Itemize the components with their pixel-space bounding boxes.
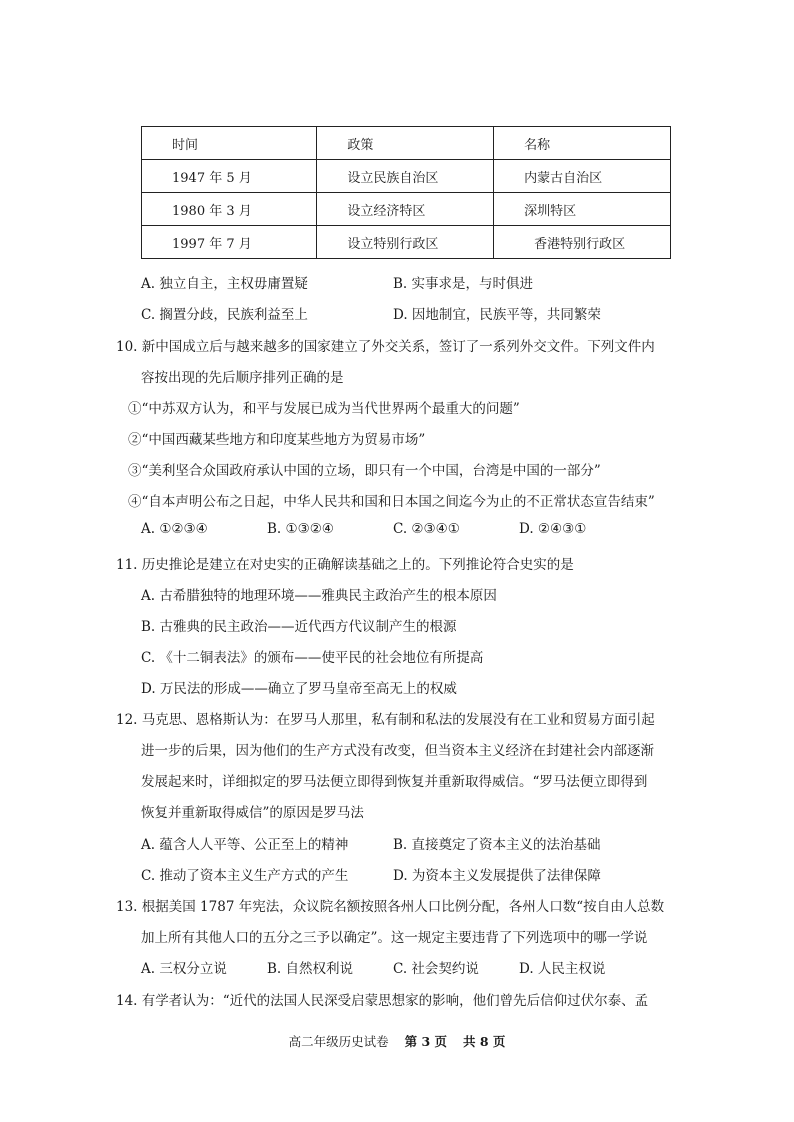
header-cell-policy: 政策 [317, 127, 494, 160]
header-cell-time: 时间 [142, 127, 317, 160]
q12-stem-line-4: 恢复并重新取得威信”的原因是罗马法 [141, 805, 364, 821]
q9-option-c: C. 搁置分歧，民族利益至上 [141, 307, 308, 323]
table-cell: 深圳特区 [494, 193, 671, 226]
q12-option-b: B. 直接奠定了资本主义的法治基础 [393, 837, 601, 853]
q13-option-c: C. 社会契约说 [393, 961, 479, 977]
header-cell-name: 名称 [494, 127, 671, 160]
table-cell: 1997 年 7 月 [142, 226, 317, 259]
table-cell: 内蒙古自治区 [494, 160, 671, 193]
table-row [142, 160, 671, 193]
q9-option-b: B. 实事求是，与时俱进 [393, 276, 534, 292]
q11-option-a: A. 古希腊独特的地理环境——雅典民主政治产生的根本原因 [141, 588, 497, 604]
q13-option-b: B. 自然权利说 [267, 961, 354, 977]
q13-option-a: A. 三权分立说 [141, 961, 227, 977]
q13-stem-line-1: 13. 根据美国 1787 年宪法，众议院名额按照各州人口比例分配，各州人口数“按自由人总数 [116, 899, 665, 915]
q10-option-b: B. ①③②④ [267, 521, 334, 537]
q12-stem-line-1: 12. 马克思、恩格斯认为：在罗马人那里，私有制和私法的发展没有在工业和贸易方面引起 [116, 712, 655, 728]
q10-item-3: ③“美利坚合众国政府承认中国的立场，即只有一个中国，台湾是中国的一部分” [128, 463, 601, 479]
table-cell: 设立经济特区 [317, 193, 494, 226]
q10-option-a: A. ①②③④ [141, 521, 208, 537]
q9-option-d: D. 因地制宜，民族平等，共同繁荣 [393, 307, 601, 323]
table-cell: 设立特别行政区 [317, 226, 494, 259]
q12-option-a: A. 蕴含人人平等、公正至上的精神 [141, 837, 349, 853]
q11-option-c: C. 《十二铜表法》的颁布——使平民的社会地位有所提高 [141, 650, 484, 666]
q13-option-d: D. 人民主权说 [519, 961, 606, 977]
q10-stem-line-1: 10. 新中国成立后与越来越多的国家建立了外交关系，签订了一系列外交文件。下列文件内 [116, 339, 655, 355]
table-row [142, 193, 671, 226]
q10-item-2: ②“中国西藏某些地方和印度某些地方为贸易市场” [128, 432, 426, 448]
q10-option-c: C. ②③④① [393, 521, 460, 537]
page-number: 第 3 页 [404, 1034, 447, 1049]
q12-option-c: C. 推动了资本主义生产方式的产生 [141, 868, 349, 884]
table-cell: 1947 年 5 月 [142, 160, 317, 193]
table-cell: 1980 年 3 月 [142, 193, 317, 226]
q11-option-d: D. 万民法的形成——确立了罗马皇帝至高无上的权威 [141, 681, 457, 697]
policy-table [141, 126, 671, 259]
table-cell: 设立民族自治区 [317, 160, 494, 193]
q10-item-4: ④“自本声明公布之日起，中华人民共和国和日本国之间迄今为止的不正常状态宣告结束” [128, 494, 655, 510]
page-total: 共 8 页 [462, 1034, 506, 1049]
q11-stem: 11. 历史推论是建立在对史实的正确解读基础之上的。下列推论符合史实的是 [116, 557, 574, 573]
q12-stem-line-2: 进一步的后果，因为他们的生产方式没有改变，但当资本主义经济在封建社会内部逐渐 [141, 743, 654, 759]
q13-stem-line-2: 加上所有其他人口的五分之三予以确定”。这一规定主要违背了下列选项中的哪一学说 [141, 930, 648, 946]
q12-stem-line-3: 发展起来时，详细拟定的罗马法便立即得到恢复并重新取得威信。“罗马法便立即得到 [141, 774, 648, 790]
table-header-row [142, 127, 671, 160]
q12-option-d: D. 为资本主义发展提供了法律保障 [393, 868, 601, 884]
q9-option-a: A. 独立自主，主权毋庸置疑 [141, 276, 308, 292]
page-footer [0, 1032, 794, 1050]
q11-option-b: B. 古雅典的民主政治——近代西方代议制产生的根源 [141, 619, 457, 635]
q10-item-1: ①“中苏双方认为，和平与发展已成为当代世界两个最重大的问题” [128, 401, 520, 417]
q10-stem-line-2: 容按出现的先后顺序排列正确的是 [141, 370, 344, 386]
q10-option-d: D. ②④③① [519, 521, 587, 537]
exam-title: 高二年级历史试卷 [288, 1034, 389, 1049]
q14-stem-line-1: 14. 有学者认为：“近代的法国人民深受启蒙思想家的影响，他们曾先后信仰过伏尔泰、孟 [116, 993, 649, 1009]
table-row [142, 226, 671, 259]
table-cell: 香港特别行政区 [494, 226, 671, 259]
